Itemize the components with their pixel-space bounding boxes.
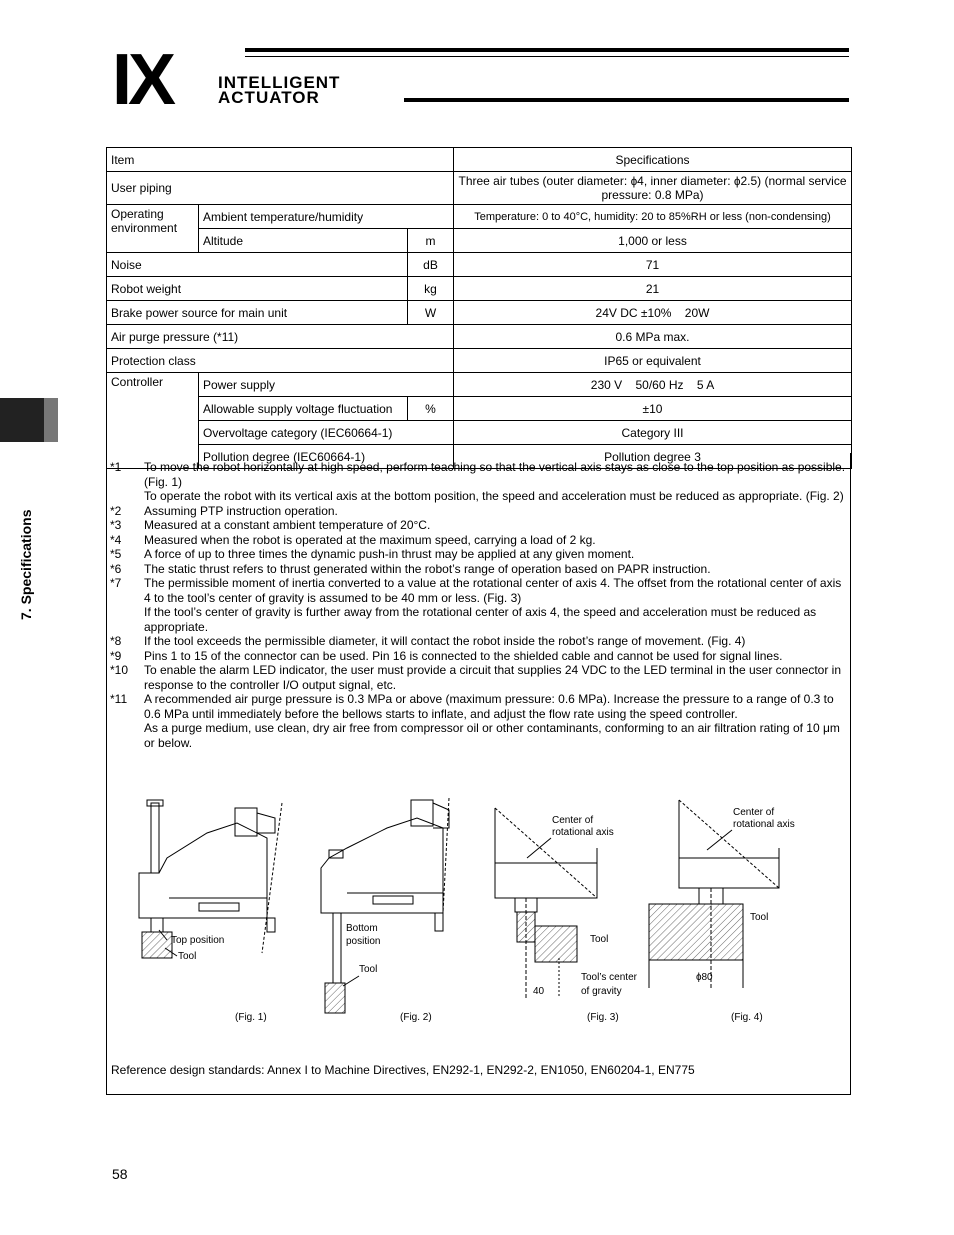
logo-line1: INTELLIGENT [218, 73, 341, 92]
note-line: Assuming PTP instruction operation. [144, 503, 338, 518]
note-number: *10 [110, 663, 129, 677]
note-text [144, 460, 848, 504]
note-line: As a purge medium, use clean, dry air free from compressor oil or other contaminants, conforming to an air filtration rating of 10 μm or below. [144, 721, 840, 750]
header-item: Item [107, 148, 454, 172]
note-item [110, 562, 848, 577]
note-number: *1 [110, 460, 122, 474]
note-item [110, 547, 848, 562]
reference-standards: Reference design standards: Annex I to Machine Directives, EN292-1, EN292-2, EN1050, EN60204-1, EN775 [111, 1063, 695, 1077]
table-row: Pollution degree (IEC60664-1) Pollution degree 3 [107, 445, 852, 469]
note-line: Measured at a constant ambient temperature of 20°C. [144, 518, 431, 532]
fig3-center-label-2: rotational axis [552, 827, 614, 838]
fig3-center-label-1: Center of [552, 815, 594, 826]
table-row: User piping Three air tubes (outer diameter: ɸ4, inner diameter: ɸ2.5) (normal service pressure: 0.8 MPa) [107, 172, 852, 205]
note-item [110, 504, 848, 519]
header-rule-mid [245, 56, 849, 57]
fig4-caption: (Fig. 4) [731, 1012, 763, 1023]
note-line: To operate the robot with its vertical axis at the bottom position, the speed and acceleration must be reduced as appropriate. (Fig. 2) [144, 489, 844, 503]
note-number: *7 [110, 576, 122, 590]
note-text [144, 562, 848, 577]
note-text [144, 634, 848, 649]
table-row: Allowable supply voltage fluctuation % ±10 [107, 397, 852, 421]
note-number: *9 [110, 648, 122, 663]
note-text [144, 649, 848, 664]
fig2-bottom-label-1: Bottom [346, 923, 378, 934]
header-rule-bottom [404, 98, 849, 102]
spec-table [106, 147, 852, 469]
notes-box [106, 453, 851, 1095]
note-number: *8 [110, 634, 122, 648]
page-number: 58 [112, 1166, 128, 1182]
note-line: A force of up to three times the dynamic push-in thrust may be applied at any given moment. [144, 547, 635, 561]
note-line: Measured when the robot is operated at the maximum speed, carrying a load of 2 kg. [144, 532, 596, 547]
note-item [110, 692, 848, 750]
fig4-dim-label: ɸ80 [696, 972, 713, 983]
fig3-caption: (Fig. 3) [587, 1012, 619, 1023]
note-text [144, 663, 848, 692]
note-line: To move the robot horizontally at high speed, perform teaching so that the vertical axis stays as close to the top position as possible. (Fig. 1) [144, 460, 846, 489]
notes-list [110, 460, 848, 750]
note-number: *6 [110, 561, 122, 576]
note-text [144, 547, 848, 562]
table-row: Altitude m 1,000 or less [107, 229, 852, 253]
note-text [144, 692, 848, 750]
header-spec: Specifications [454, 148, 852, 172]
table-row: Controller Power supply 230 V 50/60 Hz 5 A [107, 373, 852, 397]
note-number: *5 [110, 547, 122, 561]
note-line: If the tool exceeds the permissible diameter, it will contact the robot inside the robot’s range of movement. (Fig. 4) [144, 634, 746, 648]
note-text [144, 504, 848, 519]
figure-3 [495, 808, 638, 1023]
fig4-center-label-2: rotational axis [733, 819, 795, 830]
note-line: Pins 1 to 15 of the connector can be used. Pin 16 is connected to the shielded cable and cannot be used for signal lines. [144, 648, 783, 663]
note-item [110, 663, 848, 692]
fig3-tool-label: Tool [590, 934, 609, 945]
section-tab-gray [44, 398, 58, 442]
fig2-tool-label: Tool [359, 964, 378, 975]
logo-mark: IX [112, 48, 173, 108]
table-row: Operating environment Ambient temperature/humidity Temperature: 0 to 40°C, humidity: 20 to 85%RH or less (non-condensing) [107, 205, 852, 229]
table-row: Brake power source for main unit W 24V DC ±10% 20W [107, 301, 852, 325]
fig1-caption: (Fig. 1) [235, 1012, 267, 1023]
fig1-tool-label: Tool [178, 951, 197, 962]
fig2-caption: (Fig. 2) [400, 1012, 432, 1023]
fig1-top-label: Top position [171, 935, 225, 946]
table-row: Protection class IP65 or equivalent [107, 349, 852, 373]
note-line: A recommended air purge pressure is 0.3 MPa or above (maximum pressure: 0.6 MPa). Increase the pressure to a range of 0.3 to 0.6 MPa until immediately before the bellows starts to inflate, and adjust the flow rate using the speed controller. [144, 692, 834, 721]
figures [107, 788, 850, 1028]
note-number: *4 [110, 532, 122, 547]
figure-1 [139, 800, 282, 1023]
fig3-dim-label: 40 [533, 986, 545, 997]
note-item [110, 460, 848, 504]
table-row: Noise dB 71 [107, 253, 852, 277]
note-line: To enable the alarm LED indicator, the user must provide a circuit that supplies 24 VDC to the LED terminal in the user connector in response to the controller I/O output signal, etc. [144, 663, 842, 692]
note-number: *11 [110, 692, 128, 706]
fig3-cog-label-2: of gravity [581, 986, 622, 997]
fig4-tool-label: Tool [750, 912, 769, 923]
note-item [110, 649, 848, 664]
note-line: If the tool’s center of gravity is further away from the rotational center of axis 4, the speed and acceleration must be reduced as appropriate. [144, 605, 817, 634]
logo-line2: ACTUATOR [218, 88, 320, 107]
note-text [144, 576, 848, 634]
note-number: *3 [110, 518, 122, 532]
note-item [110, 518, 848, 533]
table-header-row [107, 148, 852, 172]
table-row: Robot weight kg 21 [107, 277, 852, 301]
fig4-center-label-1: Center of [733, 807, 775, 818]
table-row: Overvoltage category (IEC60664-1) Category III [107, 421, 852, 445]
header-rule-top [245, 48, 849, 52]
section-label: 7. Specifications [18, 509, 34, 620]
table-row: Air purge pressure (*11) 0.6 MPa max. [107, 325, 852, 349]
note-item [110, 634, 848, 649]
figure-2 [321, 798, 449, 1023]
note-line: The static thrust refers to thrust generated within the robot’s range of operation based on PAPR instruction. [144, 561, 711, 576]
note-text [144, 533, 848, 548]
note-line: The permissible moment of inertia converted to a value at the rotational center of axis 4. The offset from the rotational center of axis 4 to the tool’s center of gravity is assumed to be 40 mm or less. (Fig. 3) [144, 576, 842, 605]
fig3-cog-label-1: Tool’s center [581, 972, 637, 983]
figure-4 [649, 800, 795, 1023]
note-item [110, 576, 848, 634]
note-text [144, 518, 848, 533]
fig2-bottom-label-2: position [346, 936, 381, 947]
note-number: *2 [110, 503, 122, 518]
section-tab-dark [0, 398, 44, 442]
company-logo [112, 48, 422, 108]
note-item [110, 533, 848, 548]
